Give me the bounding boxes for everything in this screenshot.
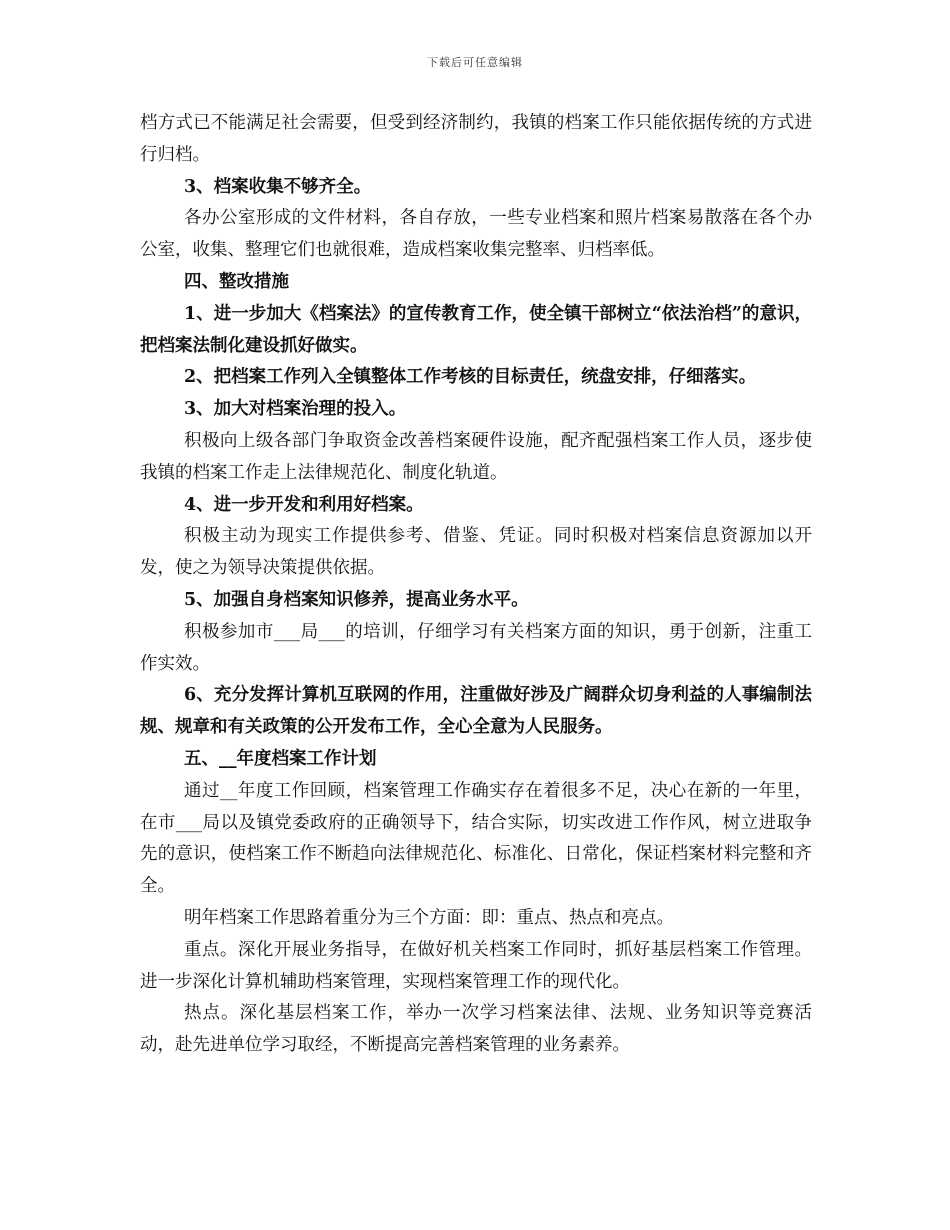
subheading: 3、档案收集不够齐全。 <box>184 176 372 197</box>
paragraph: 明年档案工作思路着重分为三个方面：即：重点、热点和亮点。 <box>184 907 674 928</box>
paragraph: 档方式已不能满足社会需要，但受到经济制约，我镇的档案工作只能依据传统的方式进行归档。 <box>140 113 812 165</box>
paragraph: 积极主动为现实工作提供参考、借鉴、凭证。同时积极对档案信息资源加以开发，使之为领导决策提供依据。 <box>140 526 812 579</box>
subheading: 5、加强自身档案知识修养，提高业务水平。 <box>184 589 529 610</box>
document-body <box>140 108 812 1062</box>
section-heading: 五、__年度档案工作计划 <box>184 748 377 769</box>
subheading: 1、进一步加大《档案法》的宣传教育工作，使全镇干部树立“依法治档”的意识，把档案法制化建设抓好做实。 <box>140 303 812 356</box>
paragraph: 通过__年度工作回顾，档案管理工作确实存在着很多不足，决心在新的一年里，在市___局以及镇党委政府的正确领导下，结合实际，切实改进工作作风，树立进取争先的意识，使档案工作不断趋向法律规范化、标准化、日常化，保证档案材料完整和齐全。 <box>140 780 812 897</box>
subheading: 6、充分发挥计算机互联网的作用，注重做好涉及广阔群众切身利益的人事编制法规、规章和有关政策的公开发布工作，全心全意为人民服务。 <box>140 685 812 738</box>
subheading: 4、进一步开发和利用好档案。 <box>184 494 424 515</box>
paragraph: 热点。深化基层档案工作，举办一次学习档案法律、法规、业务知识等竞赛活动，赴先进单位学习取经，不断提高完善档案管理的业务素养。 <box>140 1003 812 1056</box>
paragraph: 积极向上级各部门争取资金改善档案硬件设施，配齐配强档案工作人员，逐步使我镇的档案工作走上法律规范化、制度化轨道。 <box>140 430 812 483</box>
subheading: 3、加大对档案治理的投入。 <box>184 399 407 420</box>
paragraph: 各办公室形成的文件材料，各自存放，一些专业档案和照片档案易散落在各个办公室，收集、整理它们也就很难，造成档案收集完整率、归档率低。 <box>140 208 812 261</box>
page-header: 下载后可任意编辑 <box>427 56 523 69</box>
section-heading: 四、整改措施 <box>184 271 289 292</box>
paragraph: 积极参加市___局___的培训，仔细学习有关档案方面的知识，勇于创新，注重工作实效。 <box>140 621 812 674</box>
subheading: 2、把档案工作列入全镇整体工作考核的目标责任，统盘安排，仔细落实。 <box>184 367 757 388</box>
paragraph: 重点。深化开展业务指导，在做好机关档案工作同时，抓好基层档案工作管理。进一步深化计算机辅助档案管理，实现档案管理工作的现代化。 <box>140 939 812 992</box>
